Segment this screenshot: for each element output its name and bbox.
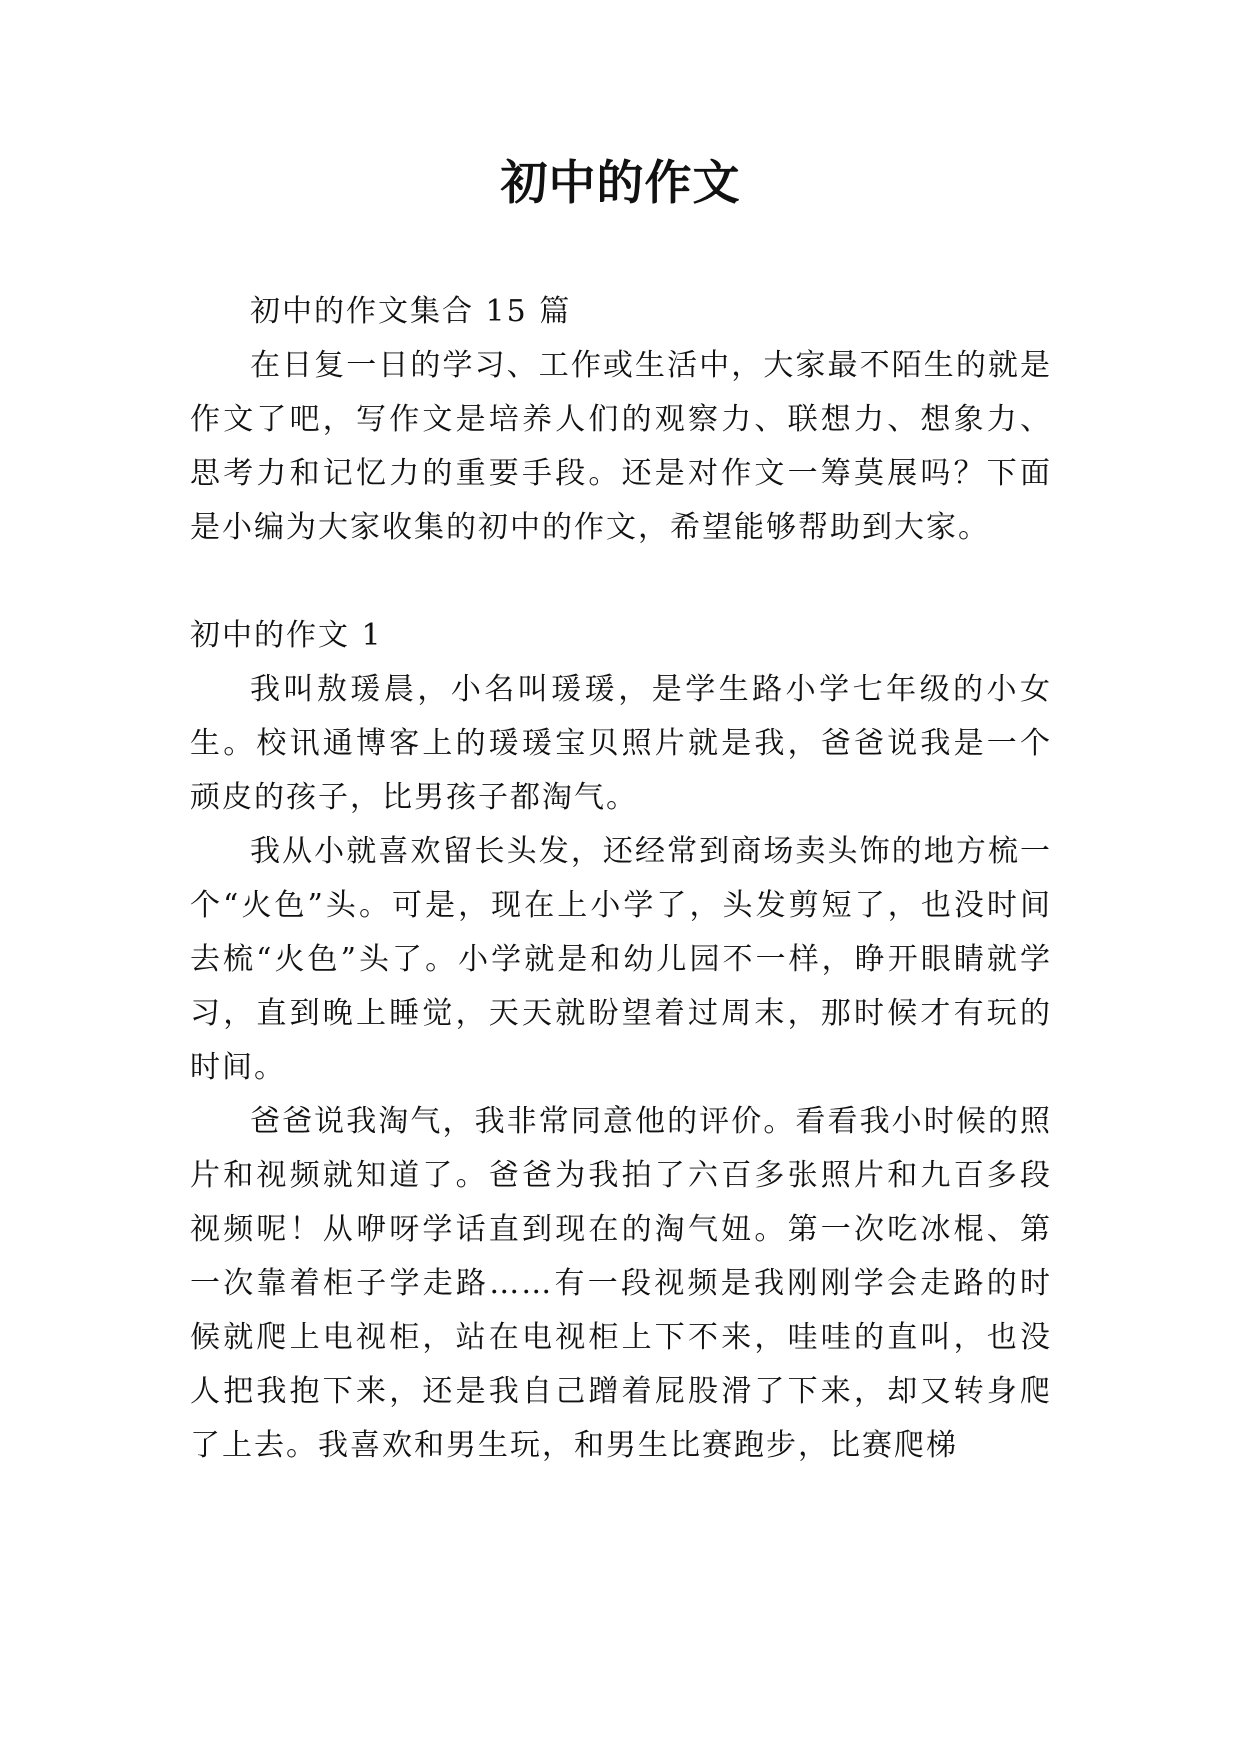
body-paragraph-1: 我叫敖瑗晨，小名叫瑗瑗，是学生路小学七年级的小女生。校讯通博客上的瑗瑗宝贝照片就是我，爸爸说我是一个顽皮的孩子，比男孩子都淘气。 xyxy=(190,672,1052,815)
body-paragraph-2: 我从小就喜欢留长头发，还经常到商场卖头饰的地方梳一个“火色”头。可是，现在上小学了，头发剪短了，也没时间去梳“火色”头了。小学就是和幼儿园不一样，睁开眼睛就学习，直到晚上睡觉，天天就盼望着过周末，那时候才有玩的时间。 xyxy=(190,834,1052,1085)
collection-subtitle: 初中的作文集合 15 篇 xyxy=(250,294,572,329)
document-title: 初中的作文 xyxy=(500,156,741,211)
intro-paragraph: 在日复一日的学习、工作或生活中，大家最不陌生的就是作文了吧，写作文是培养人们的观察力、联想力、想象力、思考力和记忆力的重要手段。还是对作文一筹莫展吗？下面是小编为大家收集的初中的作文，希望能够帮助到大家。 xyxy=(190,348,1052,545)
section-spacer xyxy=(190,555,1052,609)
document-body xyxy=(190,285,1052,1473)
body-paragraph-3: 爸爸说我淘气，我非常同意他的评价。看看我小时候的照片和视频就知道了。爸爸为我拍了六百多张照片和九百多段视频呢！从咿呀学话直到现在的淘气妞。第一次吃冰棍、第一次靠着柜子学走路……有一段视频是我刚刚学会走路的时候就爬上电视柜，站在电视柜上下不来，哇哇的直叫，也没人把我抱下来，还是我自己蹭着屁股滑了下来，却又转身爬了上去。我喜欢和男生玩，和男生比赛跑步，比赛爬梯 xyxy=(190,1104,1052,1463)
section-heading: 初中的作文 1 xyxy=(190,618,383,653)
